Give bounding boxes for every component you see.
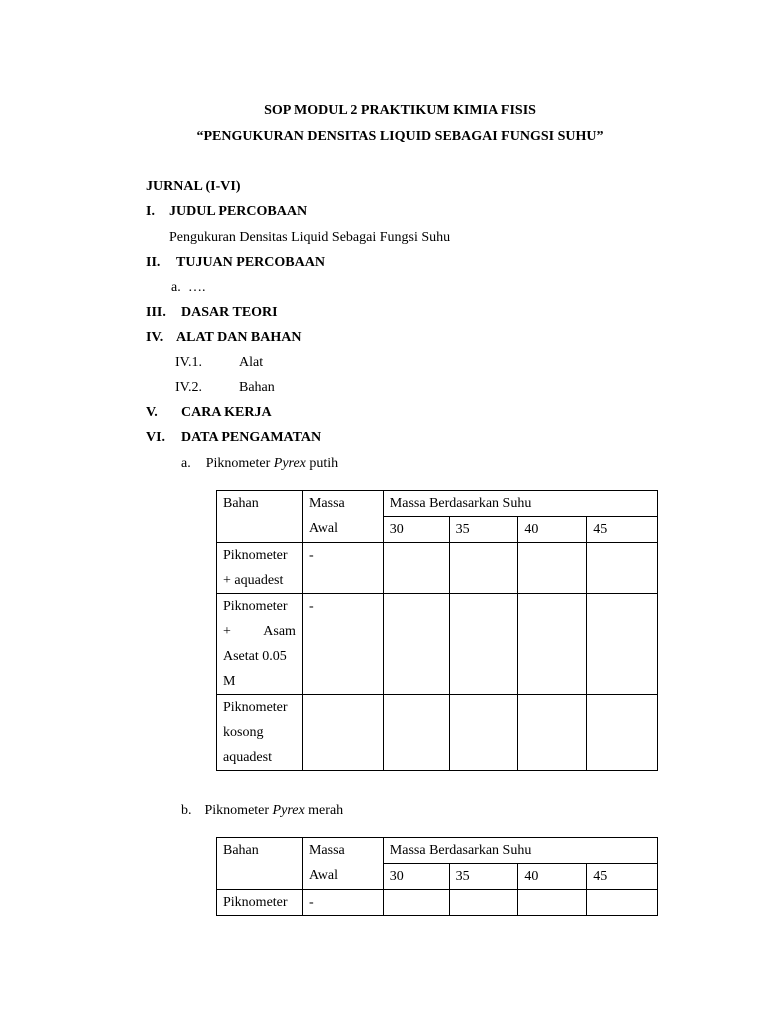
header-massa-line1: Massa [308, 496, 345, 511]
data-cell[interactable] [518, 695, 587, 771]
header-bahan: Bahan [217, 838, 303, 890]
section-5-number: V. [146, 405, 158, 420]
data-cell[interactable] [449, 543, 518, 594]
section-2-label: TUJUAN PERCOBAAN [176, 255, 325, 270]
header-massa-line2: Awal [308, 868, 338, 883]
header-massa-line2: Awal [308, 521, 338, 536]
data-cell[interactable] [587, 695, 658, 771]
section-3-label: DASAR TEORI [181, 305, 278, 320]
document-subtitle: “PENGUKURAN DENSITAS LIQUID SEBAGAI FUNGSI SUHU” [196, 129, 604, 144]
header-massa-line1: Massa [308, 843, 345, 858]
jurnal-heading: JURNAL (I-VI) [146, 179, 241, 194]
row-label-word: + [223, 624, 231, 639]
row-label-line: + aquadest [223, 573, 284, 588]
row-label-line: Asetat 0.05 [223, 649, 287, 664]
table-b-caption-text: Piknometer [204, 803, 273, 818]
row-label-line: kosong [223, 725, 264, 740]
data-cell[interactable] [383, 543, 449, 594]
section-4-label: ALAT DAN BAHAN [176, 330, 302, 345]
table-a-caption-suffix: putih [305, 456, 339, 471]
section-6-label: DATA PENGAMATAN [181, 430, 322, 445]
table-b-caption-marker: b. [181, 803, 192, 818]
section-4-number: IV. [146, 330, 164, 345]
section-2-item-text: …. [188, 280, 206, 295]
data-cell[interactable] [587, 890, 658, 916]
data-cell[interactable] [449, 594, 518, 695]
row-label-line: Piknometer [223, 548, 288, 563]
section-4-sub2-number: IV.2. [175, 380, 202, 395]
table-a-caption-marker: a. [181, 456, 191, 471]
table-a-caption [181, 457, 338, 471]
section-6-number: VI. [146, 430, 166, 445]
row-label-line: Piknometer [223, 700, 288, 715]
data-cell[interactable] [449, 695, 518, 771]
massa-awal-cell: - [302, 543, 383, 594]
section-4-sub1-label: Alat [239, 355, 264, 370]
row-label-line: Piknometer [223, 599, 288, 614]
table-row [217, 890, 658, 916]
header-massa-suhu: Massa Berdasarkan Suhu [383, 838, 657, 864]
table-row [217, 594, 658, 695]
massa-awal-cell [302, 695, 383, 771]
section-3-number: III. [146, 305, 166, 320]
temp-header: 40 [518, 864, 587, 890]
section-1-label: JUDUL PERCOBAAN [169, 204, 308, 219]
data-cell[interactable] [383, 594, 449, 695]
observation-table-b [216, 837, 658, 916]
header-massa-suhu: Massa Berdasarkan Suhu [383, 491, 657, 517]
table-header-row [217, 838, 658, 864]
data-cell[interactable] [518, 890, 587, 916]
section-1-number: I. [146, 204, 155, 219]
table-a-caption-italic: Pyrex [273, 456, 306, 471]
table-b-caption-italic: Pyrex [272, 803, 305, 818]
temp-header: 30 [383, 517, 449, 543]
temp-header: 30 [383, 864, 449, 890]
header-bahan: Bahan [217, 491, 303, 543]
temp-header: 45 [587, 517, 658, 543]
row-label [217, 695, 303, 771]
section-4-sub1-number: IV.1. [175, 355, 202, 370]
document-title: SOP MODUL 2 PRAKTIKUM KIMIA FISIS [264, 103, 536, 118]
section-2-number: II. [146, 255, 161, 270]
row-label [217, 543, 303, 594]
data-cell[interactable] [587, 594, 658, 695]
row-label-line: aquadest [223, 750, 272, 765]
data-cell[interactable] [383, 890, 449, 916]
massa-awal-cell: - [302, 594, 383, 695]
table-b-caption [181, 804, 343, 818]
table-b-caption-suffix: merah [304, 803, 344, 818]
row-label [217, 594, 303, 695]
table-a-caption-text: Piknometer [205, 456, 274, 471]
table-row [217, 695, 658, 771]
temp-header: 45 [587, 864, 658, 890]
header-massa-awal [302, 491, 383, 543]
data-cell[interactable] [449, 890, 518, 916]
row-label-word: Asam [263, 624, 296, 639]
row-label-justified-line [223, 619, 296, 644]
header-massa-awal [302, 838, 383, 890]
row-label-line: M [223, 674, 236, 689]
section-1-content: Pengukuran Densitas Liquid Sebagai Fungsi Suhu [169, 230, 451, 245]
data-cell[interactable] [518, 543, 587, 594]
temp-header: 35 [449, 517, 518, 543]
row-label: Piknometer [217, 890, 303, 916]
data-cell[interactable] [383, 695, 449, 771]
massa-awal-cell: - [302, 890, 383, 916]
observation-table-a [216, 490, 658, 771]
data-cell[interactable] [518, 594, 587, 695]
section-4-sub2-label: Bahan [239, 380, 275, 395]
section-5-label: CARA KERJA [181, 405, 272, 420]
temp-header: 35 [449, 864, 518, 890]
table-row [217, 543, 658, 594]
data-cell[interactable] [587, 543, 658, 594]
section-2-item-marker: a. [171, 280, 181, 295]
table-header-row [217, 491, 658, 517]
temp-header: 40 [518, 517, 587, 543]
